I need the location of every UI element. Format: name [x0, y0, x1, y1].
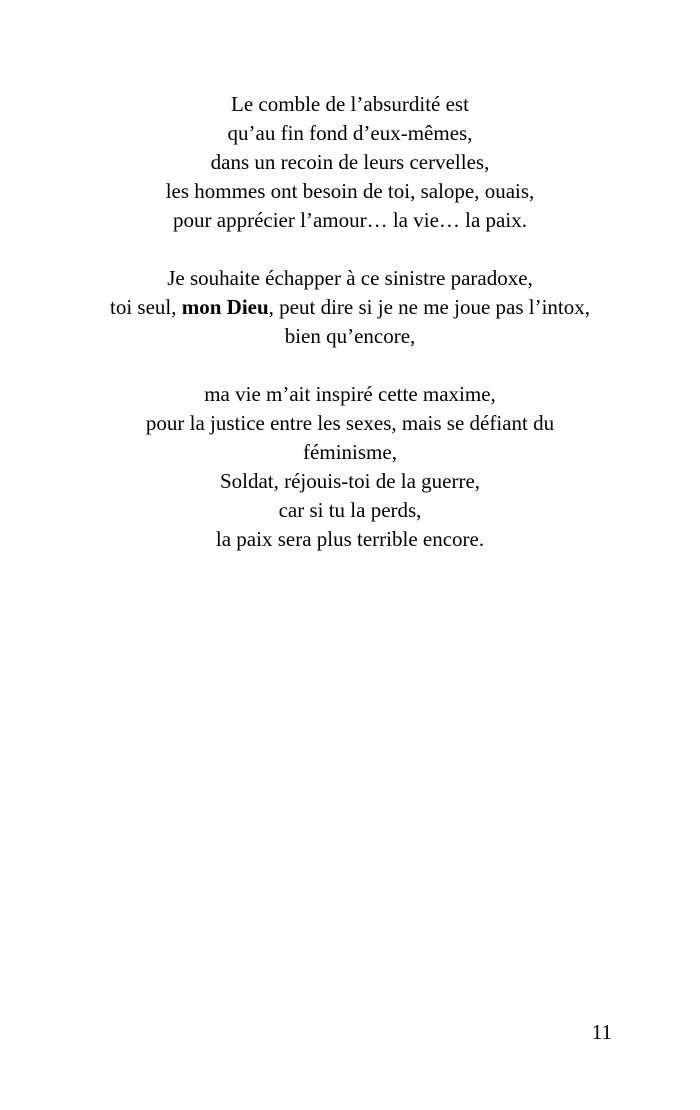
poem-line: Le comble de l’absurdité est — [231, 92, 469, 116]
poem-line: pour la justice entre les sexes, mais se défiant du féminisme, — [145, 411, 555, 464]
emphasized-text: mon Dieu — [181, 295, 269, 319]
poem-line-with-emphasis — [40, 293, 660, 322]
poem-line: Je souhaite échapper à ce sinistre paradoxe, — [167, 266, 533, 290]
poem-line-start: toi seul, — [109, 295, 182, 319]
stanza-2 — [40, 264, 660, 351]
poem-line-end: , peut dire si je ne me joue pas l’intox, — [268, 295, 591, 319]
page-number: 11 — [591, 1020, 612, 1044]
poem-line: pour apprécier l’amour… la vie… la paix. — [173, 208, 527, 232]
poem-line: car si tu la perds, — [278, 498, 422, 522]
poem-line: dans un recoin de leurs cervelles, — [210, 150, 490, 174]
poem-line: ma vie m’ait inspiré cette maxime, — [204, 382, 496, 406]
poem-line: qu’au fin fond d’eux-mêmes, — [227, 121, 473, 145]
stanza-1 — [40, 90, 660, 235]
poem-line: la paix sera plus terrible encore. — [215, 527, 485, 551]
poem-line: bien qu’encore, — [284, 324, 416, 348]
poem-body — [40, 90, 660, 583]
poem-line: les hommes ont besoin de toi, salope, ouais, — [165, 179, 535, 203]
poem-line: Soldat, réjouis-toi de la guerre, — [219, 469, 481, 493]
stanza-3 — [40, 380, 660, 554]
